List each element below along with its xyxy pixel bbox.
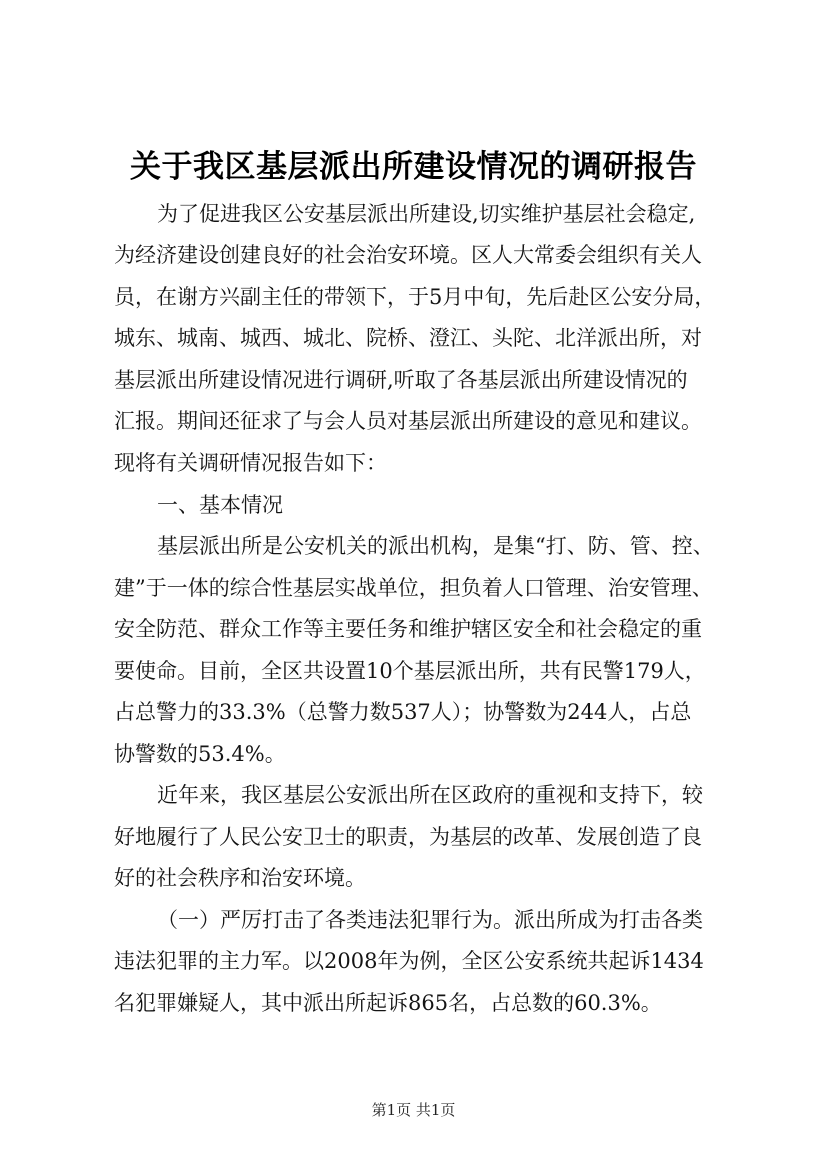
text-line: 城东、城南、城西、城北、院桥、澄江、头陀、北洋派出所，对 — [114, 326, 702, 350]
text-line: 占总警力的33.3%（总警力数537人）；协警数为244人，占总 — [114, 700, 692, 724]
text-line: 名犯罪嫌疑人，其中派出所起诉865名，占总数的60.3%。 — [114, 991, 662, 1015]
text-line: 汇报。期间还征求了与会人员对基层派出所建设的意见和建议。 — [114, 409, 702, 433]
text-line: 为了促进我区公安基层派出所建设,切实维护基层社会稳定, — [157, 202, 696, 226]
page-footer: 第1页 共1页 — [371, 1101, 456, 1119]
text-line: 要使命。目前，全区共设置10个基层派出所，共有民警179人， — [114, 659, 706, 683]
section-heading: 一、基本情况 — [157, 493, 283, 517]
text-line: 员，在谢方兴副主任的带领下，于5月中旬，先后赴区公安分局， — [114, 285, 716, 309]
text-line: 违法犯罪的主力军。以2008年为例，全区公安系统共起诉1434 — [114, 949, 704, 973]
text-line: 为经济建设创建良好的社会治安环境。区人大常委会组织有关人 — [114, 243, 702, 267]
text-line: 基层派出所是公安机关的派出机构，是集“打、防、管、控、 — [157, 534, 714, 558]
text-line: 近年来，我区基层公安派出所在区政府的重视和支持下，较 — [157, 783, 703, 807]
text-line: 协警数的53.4%。 — [114, 742, 286, 766]
text-line: 安全防范、群众工作等主要任务和维护辖区安全和社会稳定的重 — [114, 617, 702, 641]
subsection-heading: （一）严厉打击了各类违法犯罪行为。派出所成为打击各类 — [157, 908, 703, 932]
text-line: 现将有关调研情况报告如下： — [114, 451, 387, 475]
text-line: 好的社会秩序和治安环境。 — [114, 866, 366, 890]
text-line: 建”于一体的综合性基层实战单位，担负着人口管理、治安管理、 — [114, 576, 713, 600]
document-title: 关于我区基层派出所建设情况的调研报告 — [130, 149, 697, 185]
text-line: 好地履行了人民公安卫士的职责，为基层的改革、发展创造了良 — [114, 825, 702, 849]
text-line: 基层派出所建设情况进行调研,听取了各基层派出所建设情况的 — [114, 368, 688, 392]
